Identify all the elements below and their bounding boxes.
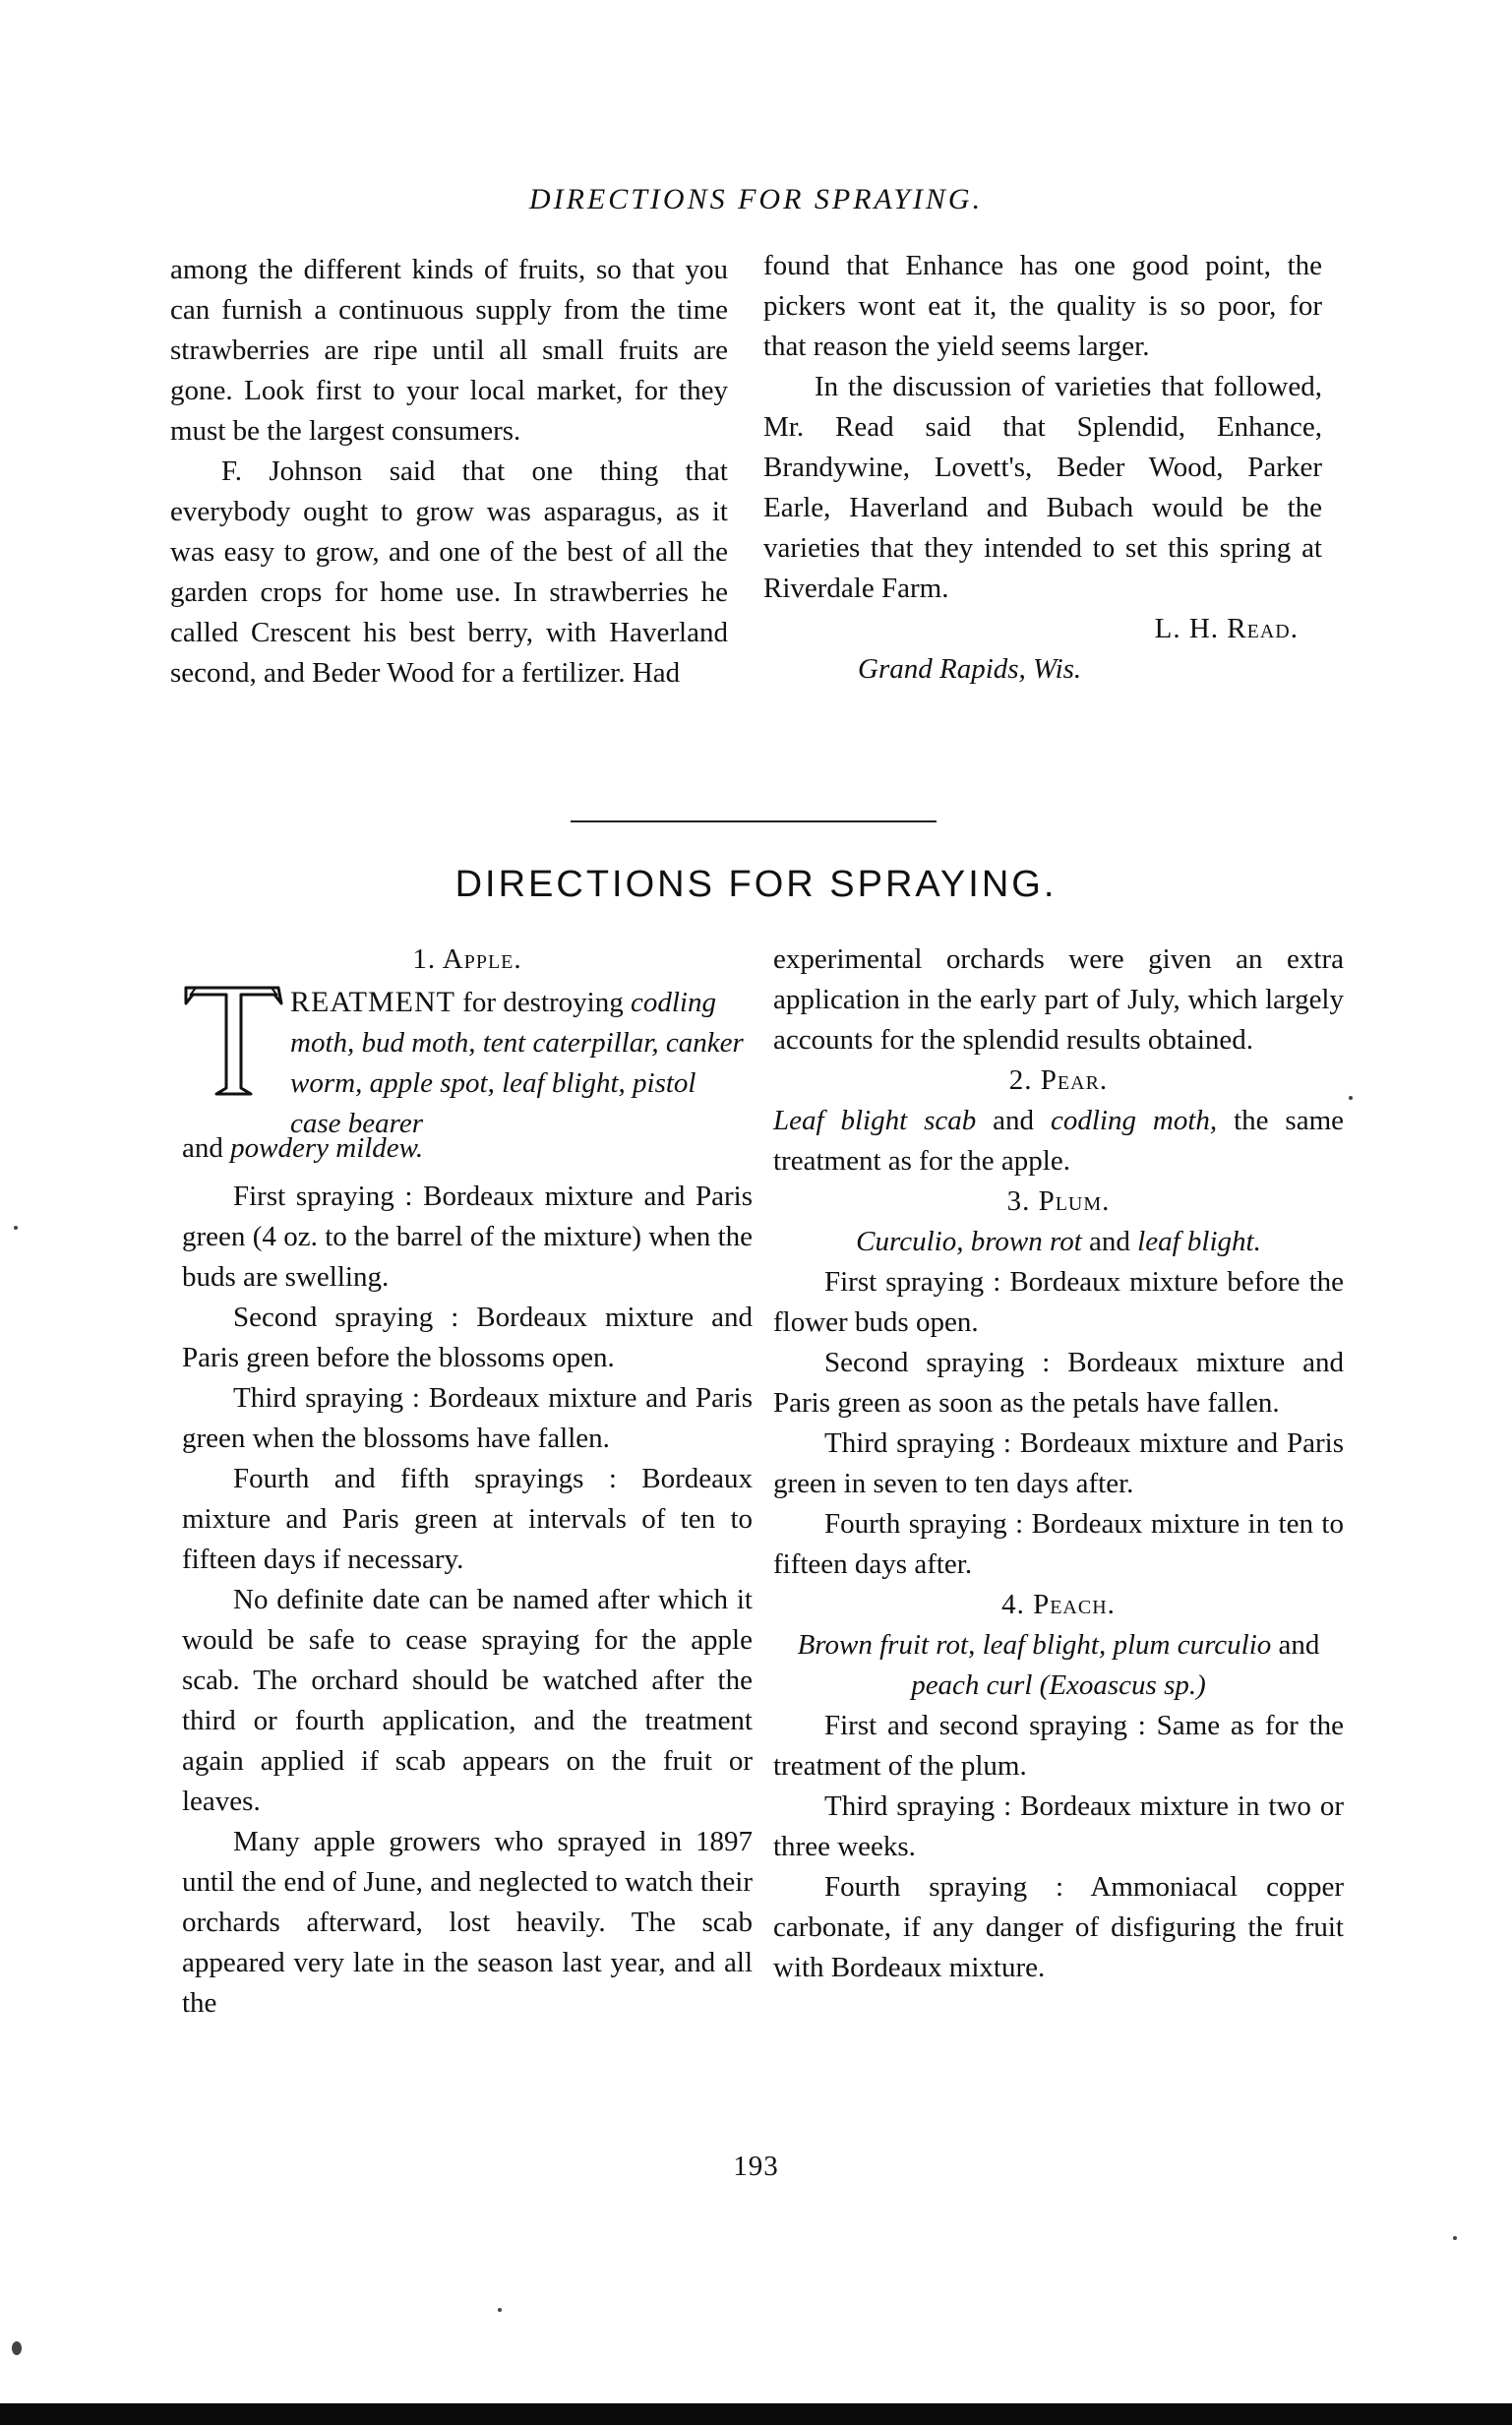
pest-name: leaf blight. — [1137, 1226, 1261, 1257]
apple-heading: 1. Apple. — [412, 943, 522, 975]
pest-name: Brown fruit rot, leaf blight, plum curculio — [797, 1629, 1272, 1661]
spraying-step: Fourth spraying : Bordeaux mixture in ten to fifteen days after. — [773, 1508, 1344, 1580]
spraying-step: Second spraying : Bordeaux mixture and Paris green as soon as the petals have fallen. — [773, 1347, 1344, 1419]
paper-speck — [1349, 1096, 1353, 1100]
pear-rest: the same treatment as for the apple. — [773, 1105, 1345, 1177]
pest-name: peach curl — [911, 1669, 1033, 1701]
paper-speck — [12, 2341, 22, 2355]
top-right-column — [763, 246, 1322, 690]
spraying-step: First spraying : Bordeaux mixture before the flower buds open. — [773, 1266, 1344, 1338]
paragraph: Many apple growers who sprayed in 1897 until the end of June, and neglected to watch their orchards afterward, lost heavily. The scab appeared very late in the season last year, and all the — [182, 1826, 753, 2019]
pest-name: Leaf blight scab — [773, 1105, 977, 1136]
article-title: DIRECTIONS FOR SPRAYING. — [454, 864, 1058, 905]
author-signature: L. H. Read. — [1154, 613, 1299, 644]
pest-name: Curculio, brown rot — [856, 1226, 1082, 1257]
peach-pests — [773, 1625, 1344, 1706]
bottom-left-column — [182, 940, 753, 2024]
pear-treatment — [773, 1101, 1344, 1182]
spraying-step: Third spraying : Bordeaux mixture and Paris green in seven to ten days after. — [773, 1427, 1344, 1499]
pest-name: canker worm, — [290, 1027, 744, 1099]
spraying-step: Third spraying : Bordeaux mixture in two or three weeks. — [773, 1790, 1344, 1862]
and-word: and — [1271, 1629, 1320, 1661]
spraying-step: Third spraying : Bordeaux mixture and Paris green when the blossoms have fallen. — [182, 1382, 753, 1454]
paper-speck — [14, 1226, 18, 1230]
pest-name: bud moth, — [354, 1027, 476, 1059]
plum-heading: 3. Plum. — [1006, 1185, 1111, 1217]
paragraph: No definite date can be named after which it would be safe to cease spraying for the apple scab. The orchard should be watched after the third or fourth application, and the treatment again applied if scab appears on the fruit or leaves. — [182, 1584, 753, 1817]
pest-name: powdery mildew. — [230, 1132, 424, 1164]
author-place: Grand Rapids, Wis. — [858, 653, 1082, 685]
page-number: 193 — [733, 2151, 779, 2182]
spraying-step: First and second spraying : Same as for the treatment of the plum. — [773, 1710, 1344, 1782]
pest-name: codling moth, — [1050, 1105, 1218, 1136]
bottom-right-column — [773, 940, 1344, 1988]
pear-heading: 2. Pear. — [1008, 1064, 1109, 1096]
apple-intro-text — [290, 982, 753, 1144]
drop-cap-letter — [182, 982, 285, 1098]
paragraph: found that Enhance has one good point, the pickers wont eat it, the quality is so poor, for that reason the yield seems larger. — [763, 250, 1322, 362]
spraying-step: Fourth spraying : Ammoniacal copper carbonate, if any danger of disfiguring the fruit with Bordeaux mixture. — [773, 1871, 1344, 1983]
pest-name: (Exoascus sp.) — [1032, 1669, 1206, 1701]
intro-for: for destroying — [455, 987, 631, 1018]
paragraph: In the discussion of varieties that followed, Mr. Read said that Splendid, Enhance, Brandywine, Lovett's, Beder Wood, Parker Earle, Haverland and Bubach would be the varieties that they intended to set this spring at Riverdale Farm. — [763, 371, 1322, 604]
and-word: and — [1081, 1226, 1138, 1257]
pest-name: codling moth, — [290, 987, 716, 1059]
paragraph: experimental orchards were given an extra application in the early part of July, which largely accounts for the splendid results obtained. — [773, 943, 1344, 1056]
section-divider — [571, 820, 937, 822]
paragraph: F. Johnson said that one thing that everybody ought to grow was asparagus, as it was easy to grow, and one of the best of all the garden crops for home use. In strawberries he called Crescent his best berry, with Haverland second, and Beder Wood for a fertilizer. Had — [170, 455, 728, 689]
plum-pests — [773, 1222, 1344, 1262]
apple-intro — [182, 982, 753, 1144]
pest-name: apple spot, leaf blight, pistol case bearer — [290, 1067, 696, 1139]
paper-speck — [1453, 2236, 1457, 2240]
spraying-step: Fourth and fifth sprayings : Bordeaux mixture and Paris green at intervals of ten to fifteen days if necessary. — [182, 1463, 753, 1575]
spraying-step: Second spraying : Bordeaux mixture and Paris green before the blossoms open. — [182, 1302, 753, 1373]
and-word: and — [182, 1132, 231, 1164]
paper-speck — [498, 2308, 502, 2312]
running-head: DIRECTIONS FOR SPRAYING. — [528, 183, 984, 215]
top-left-column — [170, 250, 728, 694]
and-word: and — [976, 1105, 1051, 1136]
peach-heading: 4. Peach. — [1001, 1589, 1116, 1620]
spraying-step: First spraying : Bordeaux mixture and Paris green (4 oz. to the barrel of the mixture) when the buds are swelling. — [182, 1181, 753, 1293]
intro-caps: REATMENT — [290, 986, 455, 1018]
paragraph: among the different kinds of fruits, so that you can furnish a continuous supply from the time strawberries are ripe until all small fruits are gone. Look first to your local market, for they must be the largest consumers. — [170, 254, 728, 447]
scan-bottom-edge — [0, 2403, 1512, 2425]
pest-name: tent caterpillar, — [475, 1027, 659, 1059]
